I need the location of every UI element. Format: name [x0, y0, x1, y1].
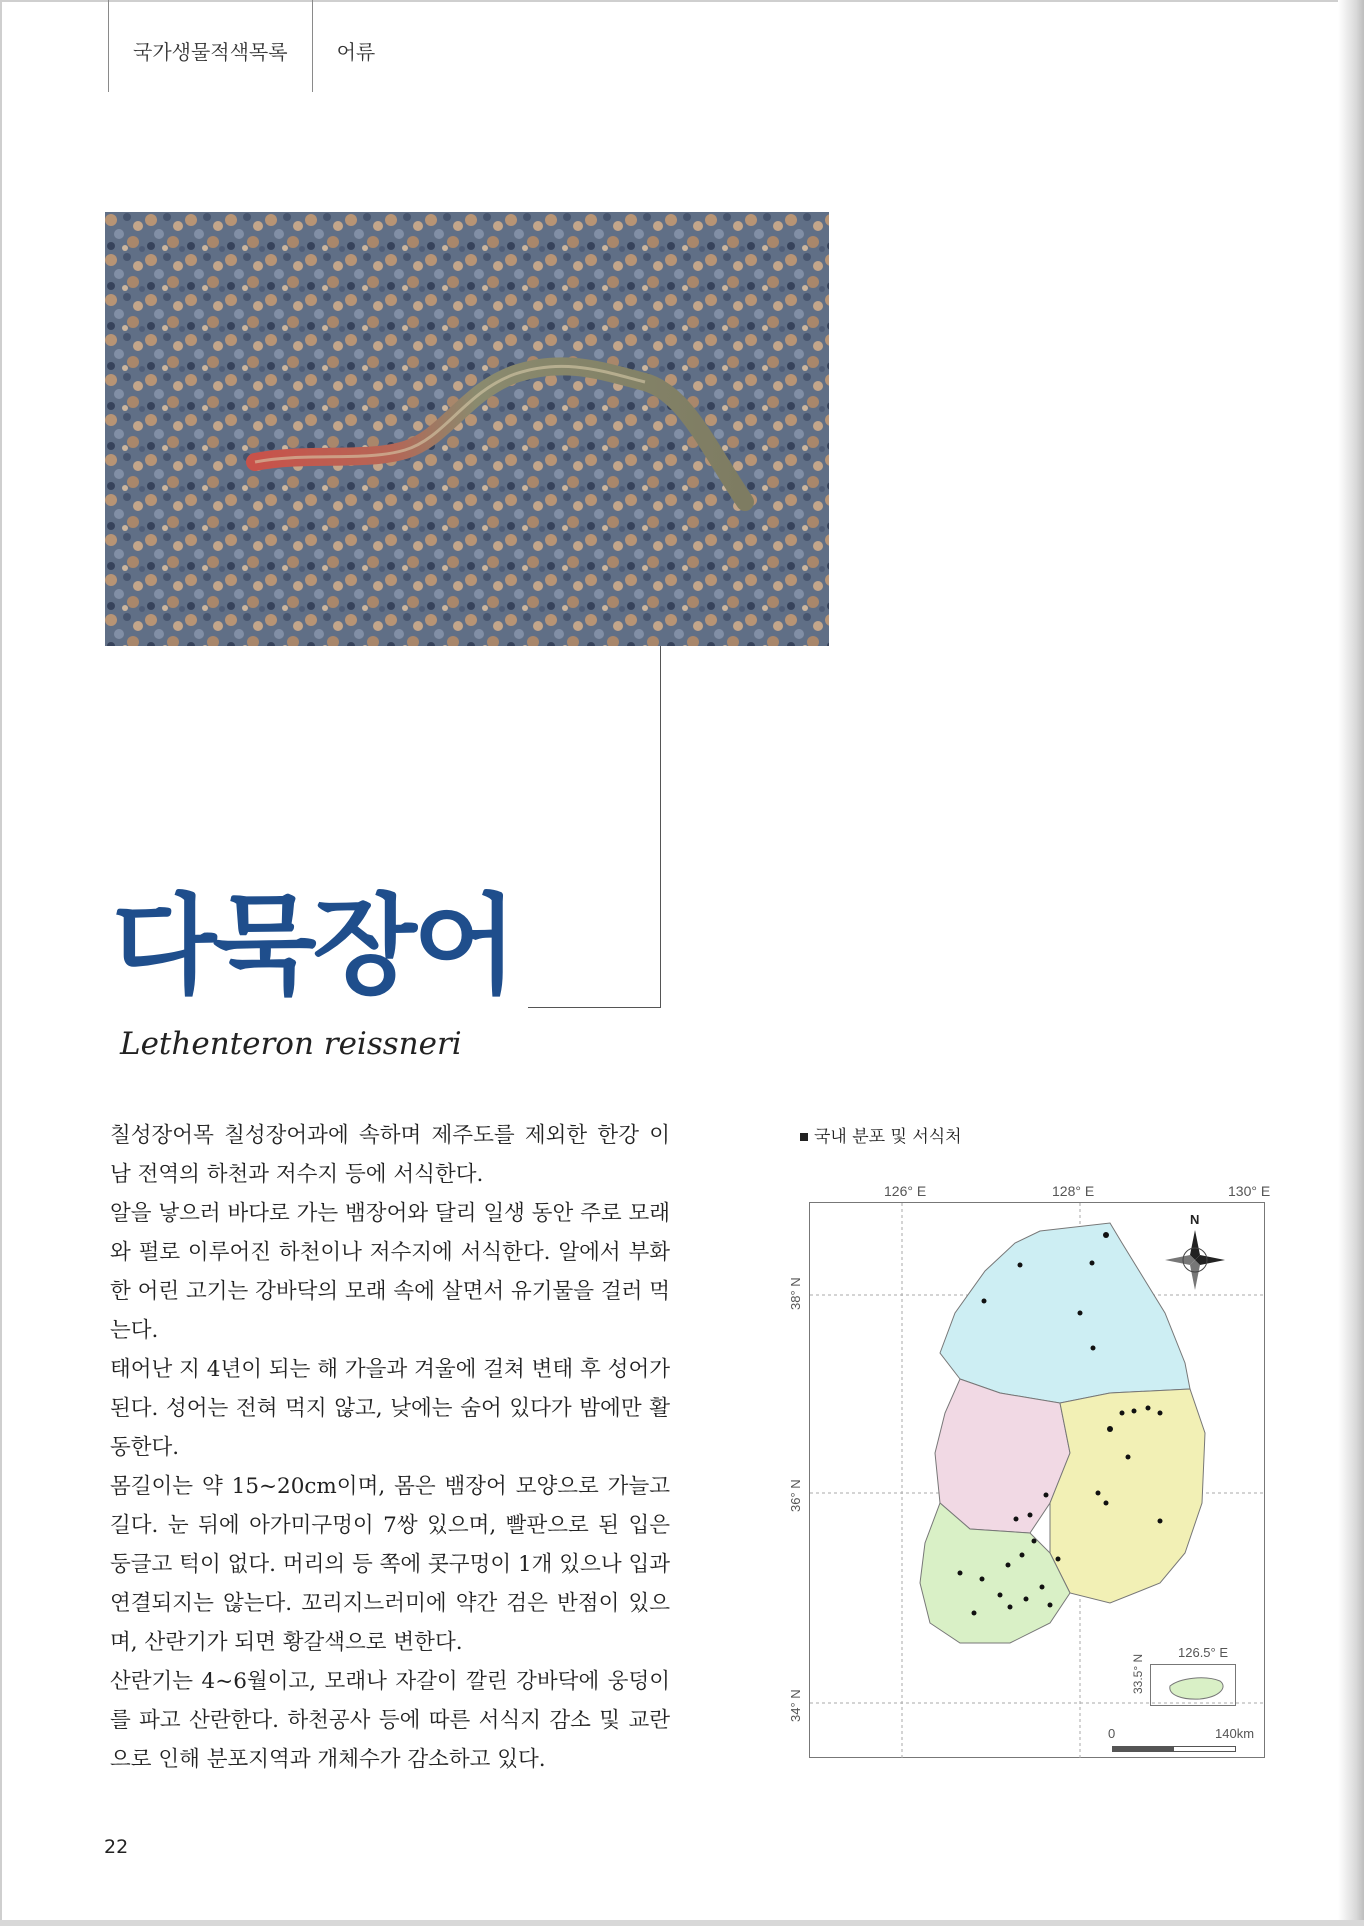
longitude-label: 126° E — [884, 1183, 927, 1199]
page-bottom-edge — [0, 1920, 1364, 1926]
longitude-label: 128° E — [1052, 1183, 1095, 1199]
description-paragraph: 태어난 지 4년이 되는 해 가을과 겨울에 걸쳐 변태 후 성어가 된다. 성어는 전혀 먹지 않고, 낮에는 숨어 있다가 밤에만 활동한다. — [110, 1357, 670, 1460]
latitude-label: 38° N — [788, 1277, 803, 1310]
species-photo — [105, 212, 829, 646]
longitude-label: 130° E — [1228, 1183, 1271, 1199]
description-paragraph: 몸길이는 약 15~20cm이며, 몸은 뱀장어 모양으로 가늘고 길다. 눈 뒤에 아가미구멍이 7쌍 있으며, 빨판으로 된 입은 둥글고 턱이 없다. 머리의 등 쪽에 콧구멍이 1개 있으나 입과 연결되지는 않는다. 꼬리지느러미에 약간 검은 반점이 있으며, 산란기가 되면 황갈색으로 변한다. — [110, 1474, 670, 1655]
map-caption-text: 국내 분포 및 서식처 — [814, 1127, 962, 1147]
header-category: 어류 — [336, 40, 376, 64]
description-paragraph: 알을 낳으러 바다로 가는 뱀장어와 달리 일생 동안 주로 모래와 펄로 이루어진 하천이나 저수지에 서식한다. 알에서 부화한 어린 고기는 강바닥의 모래 속에 살면서 유기물을 걸러 먹는다. — [110, 1201, 670, 1343]
description-paragraph: 칠성장어목 칠성장어과에 속하며 제주도를 제외한 한강 이남 전역의 하천과 저수지 등에 서식한다. — [110, 1123, 670, 1187]
connector-line — [660, 646, 661, 1008]
species-scientific-name: Lethenteron reissneri — [120, 1026, 462, 1062]
latitude-label: 34° N — [788, 1689, 803, 1722]
north-label: N — [1190, 1212, 1200, 1227]
species-korean-name: 다묵장어 — [112, 884, 514, 1009]
bullet-square-icon — [800, 1133, 808, 1141]
description-paragraph: 산란기는 4~6월이고, 모래나 자갈이 깔린 강바닥에 웅덩이를 파고 산란한다. 하천공사 등에 따른 서식지 감소 및 교란으로 인해 분포지역과 개체수가 감소하고 있다. — [110, 1669, 670, 1772]
inset-latitude-label: 33.5° N — [1131, 1653, 1145, 1694]
scale-bar — [1112, 1746, 1236, 1752]
compass-rose-icon — [1165, 1212, 1225, 1292]
map-caption — [800, 1122, 962, 1147]
connector-line — [528, 1007, 661, 1008]
jeju-inset-frame — [1150, 1664, 1236, 1706]
species-description — [110, 1116, 670, 1779]
map-region-east — [1050, 1389, 1205, 1603]
running-header — [108, 0, 399, 92]
page-edge-shadow — [1338, 0, 1364, 1926]
inset-longitude-label: 126.5° E — [1178, 1645, 1229, 1660]
map-region-north — [940, 1223, 1190, 1403]
scale-end-label: 140km — [1215, 1726, 1255, 1741]
header-catalog: 국가생물적색목록 — [133, 40, 288, 64]
scale-start-label: 0 — [1108, 1726, 1116, 1741]
latitude-label: 36° N — [788, 1479, 803, 1512]
page-number: 22 — [104, 1836, 129, 1858]
